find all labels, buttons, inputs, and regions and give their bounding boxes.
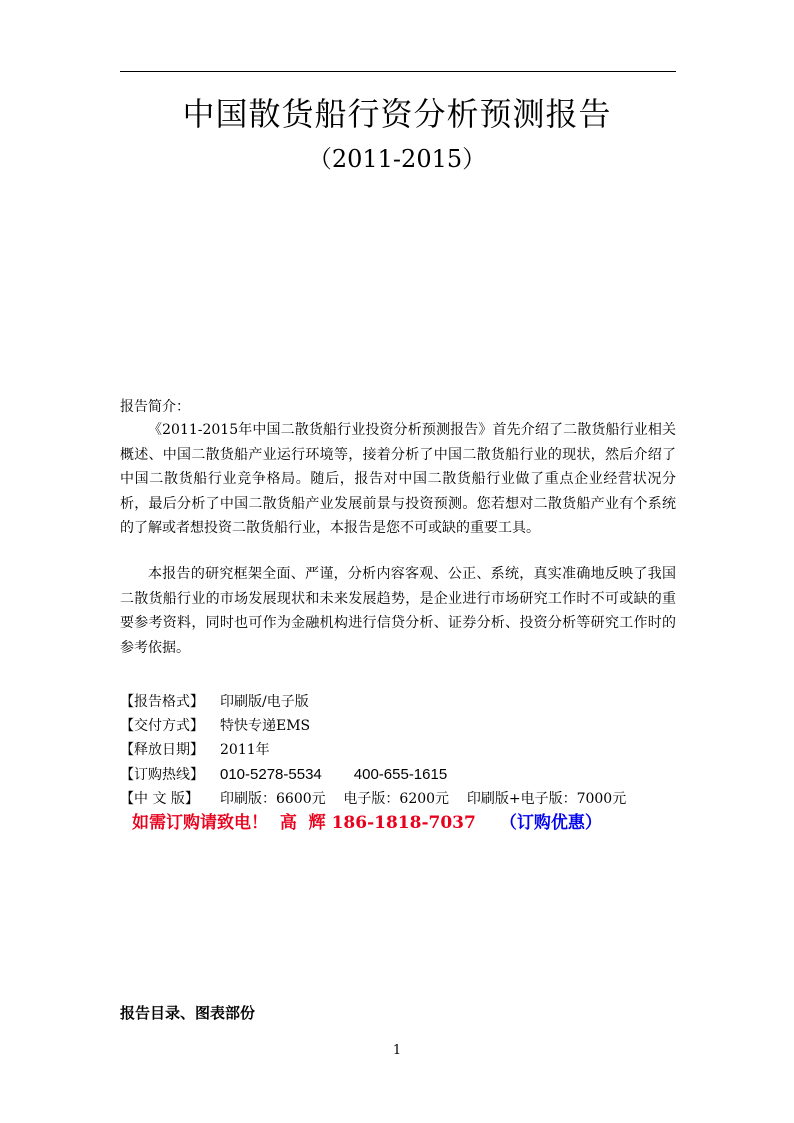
hotline-number-2[interactable]: 400-655-1615: [353, 766, 448, 783]
intro-paragraph-2: 本报告的研究框架全面、严谨，分析内容客观、公正、系统，真实准确地反映了我国二散货船行业的市场发展现状和未来发展趋势，是企业进行市场研究工作时不可或缺的重要参考资料，同时也可作为金融机构进行信贷分析、证券分析、投资分析等研究工作时的参考依据。: [120, 566, 676, 656]
order-discount-text[interactable]: （订购优惠）: [499, 813, 602, 833]
info-row-format: [120, 690, 700, 714]
order-call-to-action: [132, 810, 602, 836]
format-value: 印刷版/电子版: [220, 694, 309, 710]
hotline-number-1[interactable]: 010-5278-5534: [220, 766, 322, 783]
report-subtitle: （2011-2015）: [307, 145, 487, 173]
format-key: 【报告格式】: [120, 694, 204, 710]
info-row-hotline: [120, 763, 700, 787]
page-number: 1: [392, 1043, 402, 1058]
info-row-price: [120, 787, 700, 811]
toc-heading: 报告目录、图表部份: [120, 1004, 256, 1022]
info-row-delivery: [120, 714, 700, 738]
price-value: 印刷版：6600元 电子版：6200元 印刷版+电子版：7000元: [220, 791, 627, 807]
price-key: 【中 文 版】: [120, 791, 199, 807]
order-phone-text[interactable]: 如需订购请致电！ 高 辉 186-1818-7037: [132, 813, 476, 833]
info-row-release: [120, 738, 700, 762]
delivery-value: 特快专递EMS: [220, 718, 311, 734]
report-title: 中国散货船行资分析预测报告: [182, 95, 612, 133]
release-value: 2011年: [220, 742, 270, 758]
release-key: 【释放日期】: [120, 742, 204, 758]
intro-paragraph-1: 《2011-2015年中国二散货船行业投资分析预测报告》首先介绍了二散货船行业相关概述、中国二散货船产业运行环境等，接着分析了中国二散货船行业的现状，然后介绍了中国二散货船行业竞争格局。随后，报告对中国二散货船行业做了重点企业经营状况分析，最后分析了中国二散货船产业发展前景与投资预测。您若想对二散货船产业有个系统的了解或者想投资二散货船行业，本报告是您不可或缺的重要工具。: [120, 422, 676, 536]
intro-label: 报告简介：: [120, 399, 190, 415]
hotline-key: 【订购热线】: [120, 767, 204, 783]
delivery-key: 【交付方式】: [120, 718, 204, 734]
header-rule: [120, 71, 676, 72]
